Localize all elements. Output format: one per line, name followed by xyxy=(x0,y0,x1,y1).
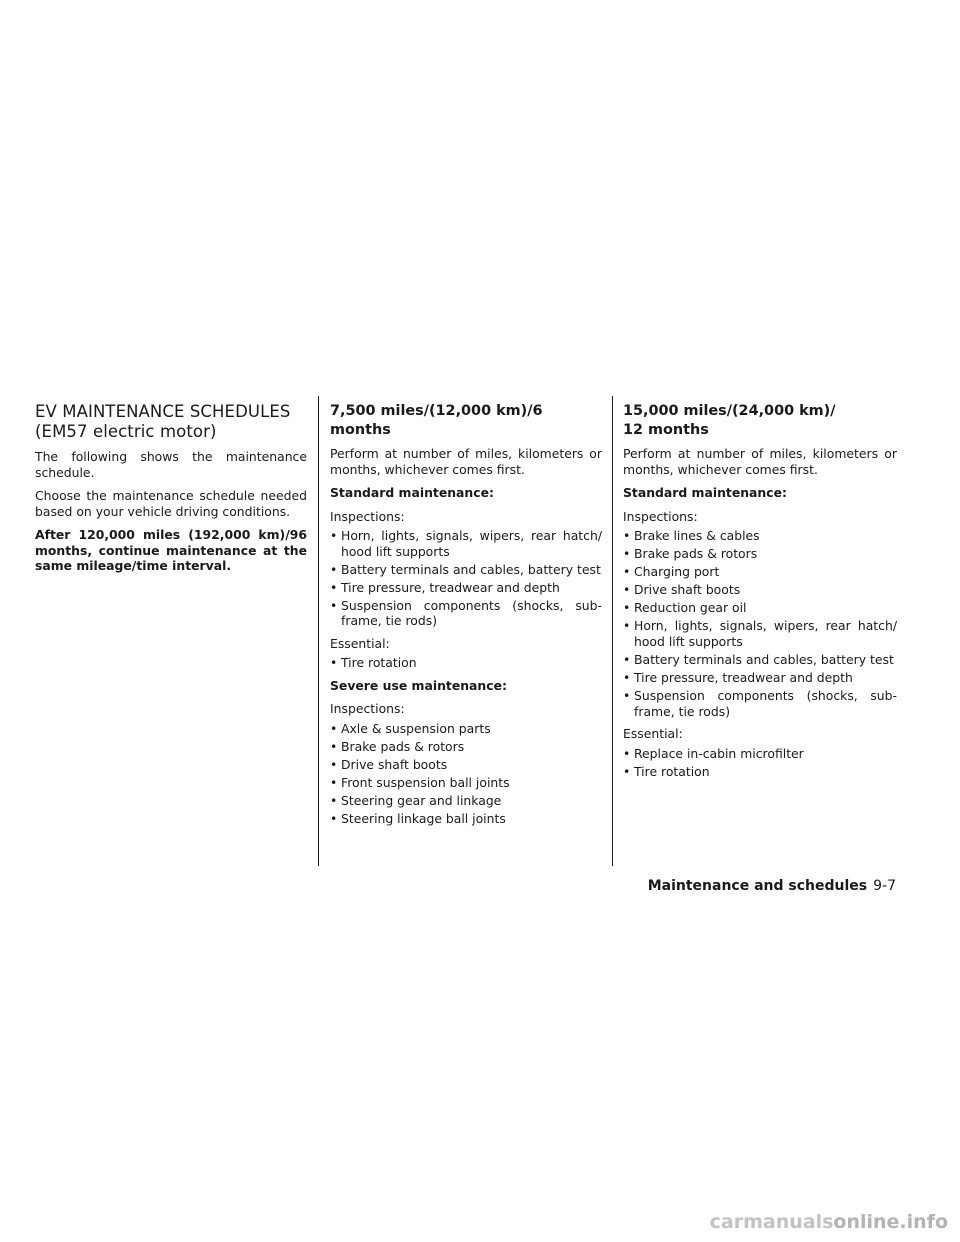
severe-maintenance-label: Severe use maintenance: xyxy=(330,677,507,693)
interval-intro: Perform at number of miles, kilometers or months, whichever comes first. xyxy=(330,446,602,477)
bullet-icon: • xyxy=(623,745,631,761)
list-item xyxy=(330,721,602,737)
column-7500-miles xyxy=(330,402,602,834)
column-schedules-intro xyxy=(35,402,307,582)
list-item-text: Steering linkage ball joints xyxy=(341,811,506,827)
list-item xyxy=(623,600,897,616)
bullet-icon: • xyxy=(623,600,631,616)
list-item-text: Replace in-cabin microfilter xyxy=(634,745,804,761)
list-item xyxy=(623,670,897,686)
list-item-text: Brake lines & cables xyxy=(634,528,760,543)
list-item xyxy=(623,564,897,580)
essential-label: Essential: xyxy=(330,635,390,651)
list-item-text: Suspension components (shocks, sub-frame, tie rods) xyxy=(634,688,897,719)
list-item-text: Charging port xyxy=(634,564,720,580)
bullet-icon: • xyxy=(623,618,631,634)
section-title-line2: (EM57 electric motor) xyxy=(35,422,217,441)
bullet-icon: • xyxy=(623,652,631,668)
list-item xyxy=(623,546,897,562)
list-item-text: Drive shaft boots xyxy=(341,756,448,772)
bullet-icon: • xyxy=(330,720,338,736)
list-item-text: Suspension components (shocks, sub-frame, tie rods) xyxy=(341,597,602,629)
interval-heading-line2: 12 months xyxy=(623,422,709,438)
bullet-icon: • xyxy=(330,811,338,827)
bullet-icon: • xyxy=(330,756,338,772)
inspections-label: Inspections: xyxy=(623,508,698,524)
list-item xyxy=(330,580,602,596)
bullet-icon: • xyxy=(330,655,338,671)
bullet-icon: • xyxy=(623,763,631,779)
standard-inspections-list xyxy=(623,528,897,719)
watermark xyxy=(710,1210,948,1234)
list-item xyxy=(330,739,602,755)
list-item-text: Reduction gear oil xyxy=(634,600,747,616)
bullet-icon: • xyxy=(330,579,338,595)
bullet-icon: • xyxy=(623,528,631,543)
essential-label: Essential: xyxy=(623,726,683,742)
list-item-text: Tire rotation xyxy=(634,763,710,779)
standard-inspections-list xyxy=(330,528,602,629)
standard-maintenance-label: Standard maintenance: xyxy=(623,485,787,500)
list-item-text: Tire rotation xyxy=(341,655,417,671)
list-item-text: Horn, lights, signals, wipers, rear hatch/ hood lift supports xyxy=(341,528,602,559)
essential-items-list xyxy=(330,655,602,671)
section-title xyxy=(35,402,307,442)
list-item xyxy=(623,746,897,762)
list-item-text: Brake pads & rotors xyxy=(341,738,465,754)
list-item-text: Battery terminals and cables, battery test xyxy=(341,561,601,577)
intro-paragraph: The following shows the maintenance schedule. xyxy=(35,449,307,480)
list-item xyxy=(330,655,602,671)
bullet-icon: • xyxy=(623,546,631,562)
list-item-text: Drive shaft boots xyxy=(634,582,741,598)
list-item-text: Battery terminals and cables, battery test xyxy=(634,652,894,668)
list-item xyxy=(623,688,897,719)
essential-items-list xyxy=(623,746,897,780)
list-item xyxy=(330,562,602,578)
list-item xyxy=(623,618,897,649)
list-item xyxy=(330,528,602,559)
list-item xyxy=(623,582,897,598)
page-footer xyxy=(648,876,896,896)
list-item xyxy=(330,793,602,809)
interval-heading-line1: 15,000 miles/(24,000 km)/ xyxy=(623,403,836,419)
list-item-text: Tire pressure, treadwear and depth xyxy=(341,579,560,595)
column-15000-miles xyxy=(623,402,897,786)
list-item xyxy=(330,811,602,827)
interval-intro: Perform at number of miles, kilometers or months, whichever comes first. xyxy=(623,446,897,477)
bullet-icon: • xyxy=(623,688,631,704)
bullet-icon: • xyxy=(330,528,338,543)
standard-maintenance-label: Standard maintenance: xyxy=(330,485,494,500)
page-number: 9-7 xyxy=(873,878,896,894)
list-item-text: Brake pads & rotors xyxy=(634,546,758,562)
bullet-icon: • xyxy=(330,561,338,577)
bullet-icon: • xyxy=(330,775,338,791)
list-item-text: Tire pressure, treadwear and depth xyxy=(634,670,853,686)
list-item-text: Axle & suspension parts xyxy=(341,720,491,736)
interval-heading xyxy=(623,402,897,440)
watermark-part2: online.info xyxy=(833,1211,948,1233)
list-item-text: Horn, lights, signals, wipers, rear hatch/ hood lift supports xyxy=(634,618,897,649)
choose-paragraph: Choose the maintenance schedule needed based on your vehicle driving conditions. xyxy=(35,488,307,519)
list-item-text: Steering gear and linkage xyxy=(341,793,502,809)
section-title-line1: EV MAINTENANCE SCHEDULES xyxy=(35,402,291,421)
list-item xyxy=(623,764,897,780)
column-divider xyxy=(612,396,613,866)
column-divider xyxy=(318,396,319,866)
list-item xyxy=(623,652,897,668)
list-item xyxy=(330,598,602,629)
inspections-label: Inspections: xyxy=(330,508,405,524)
severe-inspections-list xyxy=(330,721,602,827)
list-item xyxy=(623,528,897,544)
bullet-icon: • xyxy=(623,670,631,686)
watermark-part1: carmanuals xyxy=(709,1211,834,1233)
bullet-icon: • xyxy=(623,564,631,580)
list-item xyxy=(330,775,602,791)
bullet-icon: • xyxy=(330,793,338,809)
footer-section-title: Maintenance and schedules xyxy=(647,878,868,894)
severe-inspections-label: Inspections: xyxy=(330,701,405,717)
after-interval-note: After 120,000 miles (192,000 km)/96 months, continue maintenance at the same mileage/time interval. xyxy=(35,527,307,573)
bullet-icon: • xyxy=(330,597,338,613)
list-item xyxy=(330,757,602,773)
list-item-text: Front suspension ball joints xyxy=(341,775,510,791)
bullet-icon: • xyxy=(623,582,631,598)
bullet-icon: • xyxy=(330,738,338,754)
interval-heading: 7,500 miles/(12,000 km)/6 months xyxy=(330,403,543,438)
